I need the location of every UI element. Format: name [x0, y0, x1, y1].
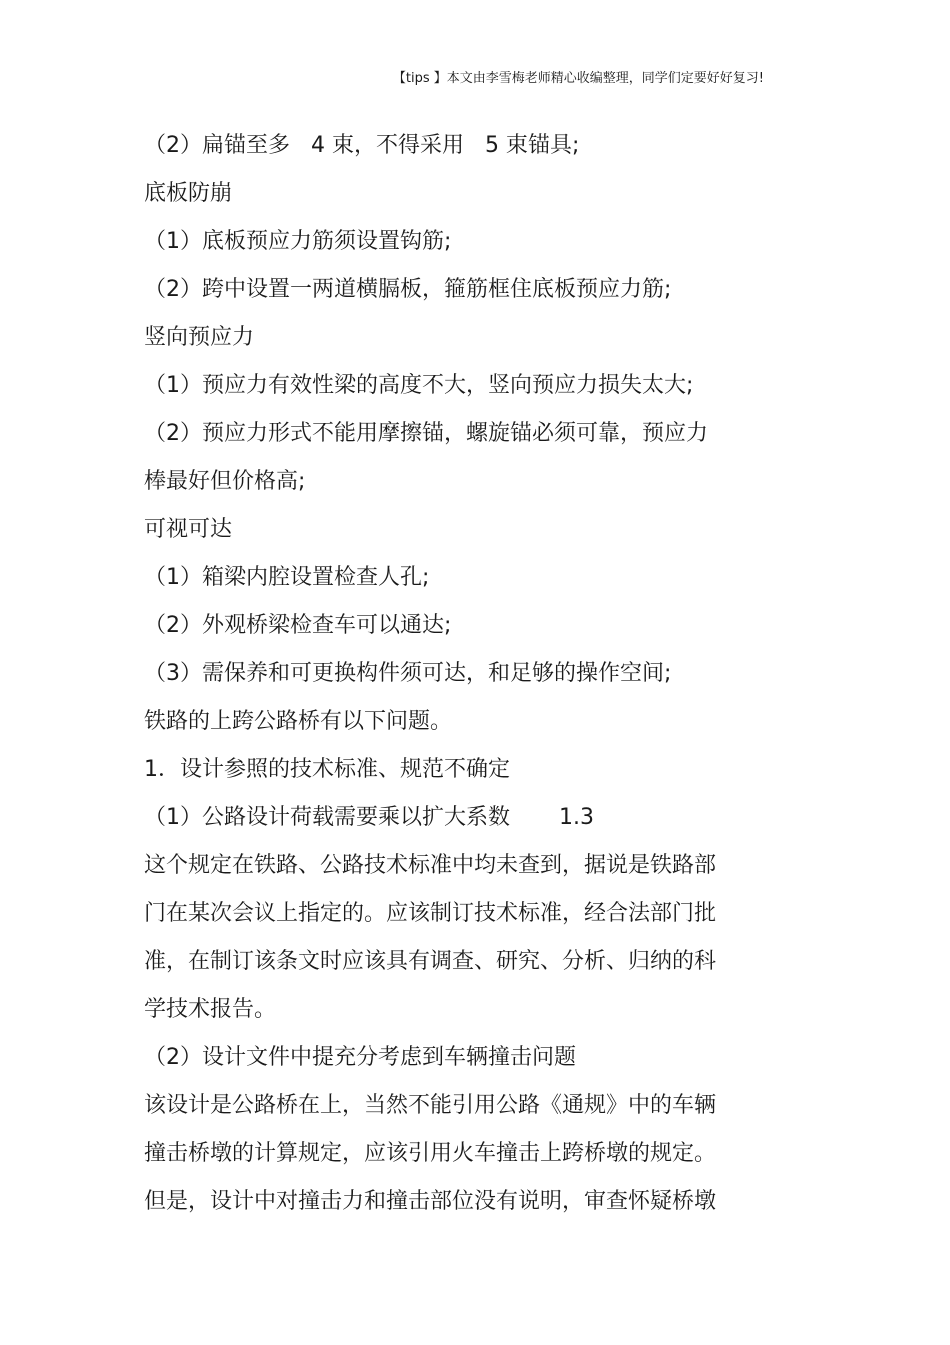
text-line: 撞击桥墩的计算规定，应该引用火车撞击上跨桥墩的规定。	[144, 1141, 717, 1166]
text-line: （2）预应力形式不能用摩擦锚，螺旋锚必须可靠，预应力	[144, 421, 708, 446]
text-line: 但是，设计中对撞击力和撞击部位没有说明，审查怀疑桥墩	[144, 1189, 717, 1214]
text-line: （1）公路设计荷载需要乘以扩大系数 1.3	[144, 805, 594, 830]
text-line: （1）箱梁内腔设置检查人孔;	[144, 565, 430, 590]
text-line: （2）设计文件中提充分考虑到车辆撞击问题	[144, 1045, 576, 1070]
text-line: （1）底板预应力筋须设置钩筋;	[144, 229, 452, 254]
text-line: 铁路的上跨公路桥有以下问题。	[144, 709, 453, 734]
text-line: （2）外观桥梁检查车可以通达;	[144, 613, 452, 638]
text-line: 该设计是公路桥在上，当然不能引用公路《通规》中的车辆	[144, 1093, 717, 1118]
text-line: 这个规定在铁路、公路技术标准中均未查到，据说是铁路部	[144, 853, 717, 878]
section-heading: 1．设计参照的技术标准、规范不确定	[144, 757, 510, 782]
section-heading: 竖向预应力	[144, 325, 255, 350]
text-line: （3）需保养和可更换构件须可达，和足够的操作空间;	[144, 661, 672, 686]
text-line: 门在某次会议上指定的。应该制订技术标准，经合法部门批	[144, 901, 717, 926]
section-heading: 底板防崩	[144, 181, 233, 206]
section-heading: 可视可达	[144, 517, 233, 542]
text-line: （2）扁锚至多 4 束，不得采用 5 束锚具;	[144, 133, 580, 158]
document-body	[144, 122, 754, 1226]
text-line: 学技术报告。	[144, 997, 277, 1022]
text-line: 准，在制订该条文时应该具有调查、研究、分析、归纳的科	[144, 949, 717, 974]
text-line: 棒最好但价格高;	[144, 469, 306, 494]
text-line: （2）跨中设置一两道横膈板，箍筋框住底板预应力筋;	[144, 277, 672, 302]
text-line: （1）预应力有效性梁的高度不大，竖向预应力损失太大;	[144, 373, 694, 398]
header-tip: 【tips 】本文由李雪梅老师精心收编整理，同学们定要好好复习!	[392, 71, 764, 86]
